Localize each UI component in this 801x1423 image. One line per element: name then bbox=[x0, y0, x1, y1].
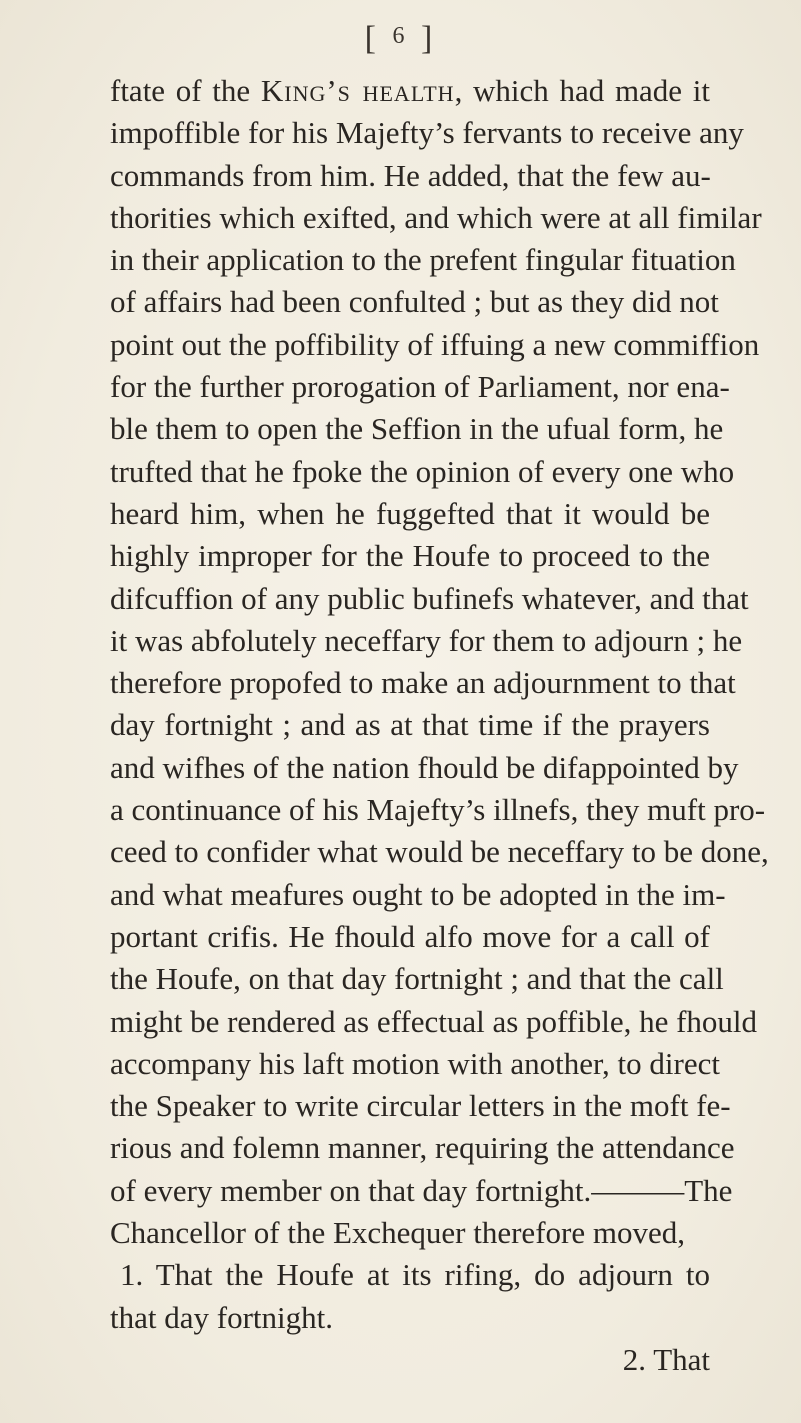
text-line-13: difcuffion of any public bufinefs whatever, and that bbox=[110, 580, 749, 616]
text-line-27: of every member on that day fortnight.———The bbox=[110, 1172, 733, 1208]
text-line-19: ceed to confider what would be neceffary to be done, bbox=[110, 834, 769, 870]
text-line-2: impoffible for his Majefty’s fervants to receive any bbox=[110, 115, 744, 151]
text-line-5: in their application to the prefent fingular fituation bbox=[110, 242, 736, 278]
text-line-29: 1. That the Houfe at its rifing, do adjourn to bbox=[120, 1257, 710, 1293]
text-line-24: accompany his laft motion with another, to direct bbox=[110, 1045, 720, 1081]
text-line-22: the Houfe, on that day fortnight ; and that the call bbox=[110, 961, 724, 997]
page-number-header bbox=[0, 20, 801, 58]
kings-health-smallcaps: King’s health bbox=[260, 73, 455, 108]
text-line-1: ftate of the King’s health, which had made it bbox=[110, 73, 710, 108]
text-line-17: and wifhes of the nation fhould be difappointed by bbox=[110, 749, 739, 785]
text-line-20: and what meafures ought to be adopted in the im- bbox=[110, 876, 726, 912]
text-line-4: thorities which exifted, and which were at all fimilar bbox=[110, 199, 762, 235]
body-text bbox=[110, 70, 769, 1381]
catchword: 2. That bbox=[622, 1341, 710, 1377]
open-bracket: [ bbox=[364, 20, 380, 57]
text-line-10: trufted that he fpoke the opinion of every one who bbox=[110, 453, 735, 489]
text-line-15: therefore propofed to make an adjournment to that bbox=[110, 665, 736, 701]
text-line-25: the Speaker to write circular letters in the moft fe- bbox=[110, 1088, 731, 1124]
text-line-3: commands from him. He added, that the few au- bbox=[110, 157, 711, 193]
page-number: 6 bbox=[392, 23, 409, 49]
text-line-30: that day fortnight. bbox=[110, 1299, 333, 1335]
text-line-12: highly improper for the Houfe to proceed to the bbox=[110, 538, 710, 574]
text-line-28: Chancellor of the Exchequer therefore moved, bbox=[110, 1215, 685, 1251]
text-line-7: point out the poffibility of iffuing a new commiffion bbox=[110, 326, 760, 362]
text-line-18: a continuance of his Majefty’s illnefs, they muft pro- bbox=[110, 792, 766, 828]
text-line-16: day fortnight ; and as at that time if the prayers bbox=[110, 707, 710, 743]
text-line-11: heard him, when he fuggefted that it would be bbox=[110, 495, 710, 531]
text-line-14: it was abfolutely neceffary for them to adjourn ; he bbox=[110, 622, 743, 658]
text-line-9: ble them to open the Seffion in the ufual form, he bbox=[110, 411, 724, 447]
text-line-23: might be rendered as effectual as poffible, he fhould bbox=[110, 1003, 758, 1039]
text-line-26: rious and folemn manner, requiring the attendance bbox=[110, 1130, 735, 1166]
text-line-21: portant crifis. He fhould alfo move for a call of bbox=[110, 918, 710, 954]
close-bracket: ] bbox=[421, 20, 437, 57]
text-line-8: for the further prorogation of Parliament, nor ena- bbox=[110, 369, 730, 405]
text-line-6: of affairs had been confulted ; but as they did not bbox=[110, 284, 719, 320]
